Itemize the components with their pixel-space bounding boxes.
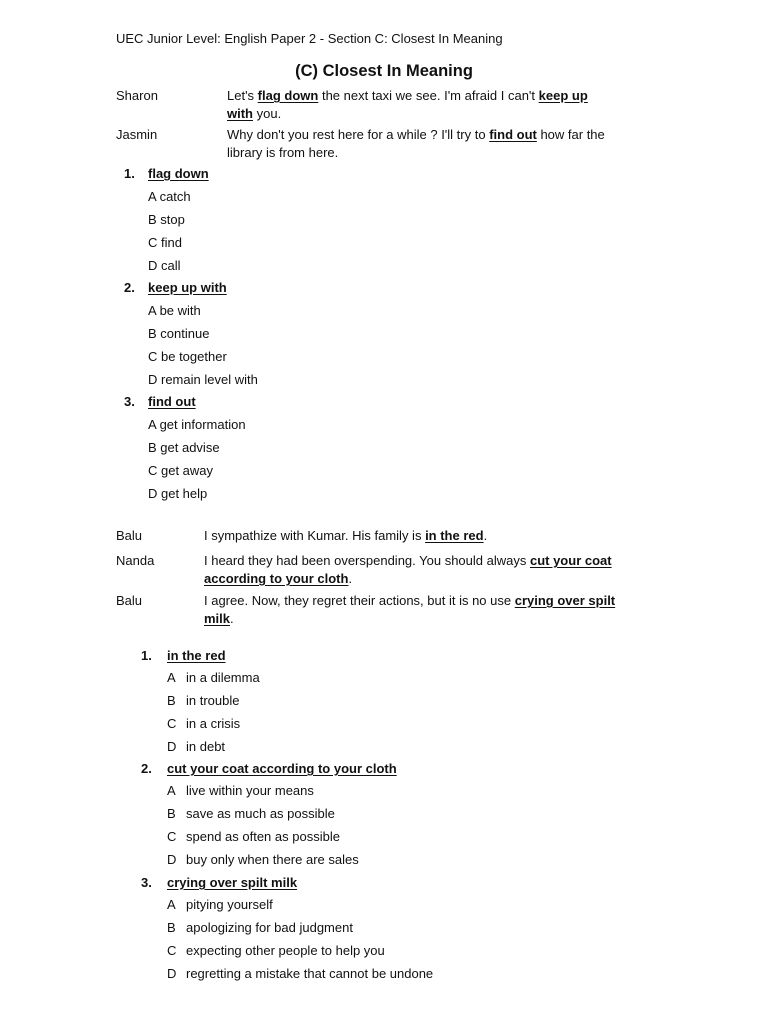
dialogue-text: library is from here. (227, 145, 339, 160)
option-text: spend as often as possible (186, 829, 340, 844)
option-text: apologizing for bad judgment (186, 920, 353, 935)
question-number (124, 280, 135, 295)
question-number (141, 761, 152, 776)
dialogue-line (204, 610, 234, 628)
answer-option: C be together (148, 349, 227, 364)
dialogue-text: Why don't you rest here for a while ? I'll try to (227, 127, 490, 142)
option-letter: D (167, 966, 177, 981)
dialogue-text: I sympathize with Kumar. His family is (204, 528, 426, 543)
question-number-text: 1. (124, 166, 135, 181)
option-letter: C (167, 829, 177, 844)
option-text: live within your means (186, 783, 314, 798)
question-number-text: 2. (124, 280, 135, 295)
key-phrase-bold: milk (204, 611, 231, 626)
option-text: in debt (186, 739, 226, 754)
answer-option: C find (148, 235, 182, 250)
dialogue-text: . (230, 611, 234, 626)
option-letter: C (167, 943, 177, 958)
question-number (141, 875, 152, 890)
question-number-text: 3. (141, 875, 152, 890)
key-phrase-bold: crying over spilt (514, 593, 616, 608)
answer-option: B continue (148, 326, 210, 341)
dialogue-text: I agree. Now, they regret their actions, but it is no use (204, 593, 515, 608)
question-phrase: find out (148, 394, 196, 409)
page-title: (C) Closest In Meaning (295, 62, 473, 80)
option-text: in a crisis (186, 716, 241, 731)
option-text: regretting a mistake that cannot be undone (186, 966, 434, 981)
option-letter: D (167, 852, 177, 867)
question-number (141, 648, 152, 663)
key-phrase (489, 127, 537, 142)
option-text: in trouble (186, 693, 240, 708)
dialogue-line (204, 552, 612, 570)
question-number (124, 166, 135, 181)
option-text: in a dilemma (186, 670, 260, 685)
key-phrase (204, 611, 230, 626)
key-phrase (227, 106, 253, 121)
speaker-name: Balu (116, 528, 143, 543)
dialogue-text: . (483, 528, 488, 543)
page-header: UEC Junior Level: English Paper 2 - Section C: Closest In Meaning (116, 31, 503, 46)
key-phrase-bold: in the red (425, 528, 484, 543)
key-phrase (539, 88, 588, 103)
answer-option: A be with (148, 303, 201, 318)
option-text: pitying yourself (186, 897, 273, 912)
key-phrase (425, 528, 484, 543)
option-text: buy only when there are sales (186, 852, 359, 867)
dialogue-text: I heard they had been overspending. You should always (204, 553, 530, 568)
key-phrase-bold: according to your cloth (204, 571, 349, 586)
key-phrase (258, 88, 319, 103)
option-letter: B (167, 920, 176, 935)
option-letter: C (167, 716, 177, 731)
question-phrase: in the red (167, 648, 226, 663)
option-text: expecting other people to help you (186, 943, 385, 958)
key-phrase-bold: flag down (257, 88, 319, 103)
question-number-text: 3. (124, 394, 135, 409)
key-phrase (530, 553, 612, 568)
dialogue-line (227, 87, 588, 105)
option-letter: A (167, 897, 176, 912)
dialogue-line (227, 126, 605, 144)
answer-option: A get information (148, 417, 246, 432)
question-phrase: keep up with (148, 280, 227, 295)
option-text: save as much as possible (186, 806, 335, 821)
dialogue-text: Let's (227, 88, 258, 103)
key-phrase (204, 571, 348, 586)
answer-option: A catch (148, 189, 191, 204)
question-phrase: crying over spilt milk (167, 875, 298, 890)
answer-option: D remain level with (148, 372, 258, 387)
dialogue-line (227, 105, 281, 123)
dialogue-text: you. (253, 106, 282, 121)
key-phrase-bold: keep up (538, 88, 588, 103)
answer-option: B stop (148, 212, 185, 227)
dialogue-line (204, 570, 352, 588)
dialogue-text: how far the (536, 127, 605, 142)
speaker-name: Balu (116, 593, 143, 608)
answer-option: D get help (148, 486, 208, 501)
key-phrase (515, 593, 615, 608)
dialogue-line (204, 527, 487, 545)
answer-option: D call (148, 258, 181, 273)
dialogue-text: the next taxi we see. I'm afraid I can't (318, 88, 539, 103)
question-phrase: cut your coat according to your cloth (167, 761, 397, 776)
speaker-name: Jasmin (116, 127, 158, 142)
answer-option: B get advise (148, 440, 220, 455)
speaker-name: Nanda (116, 553, 155, 568)
dialogue-line (204, 592, 615, 610)
question-number-text: 1. (141, 648, 152, 663)
option-letter: A (167, 783, 176, 798)
question-number-text: 2. (141, 761, 152, 776)
option-letter: A (167, 670, 176, 685)
key-phrase-bold: find out (489, 127, 537, 142)
question-number (124, 394, 135, 409)
option-letter: D (167, 739, 177, 754)
speaker-name: Sharon (116, 88, 158, 103)
answer-option: C get away (148, 463, 214, 478)
key-phrase-bold: cut your coat (529, 553, 612, 568)
dialogue-line (227, 144, 338, 162)
option-letter: B (167, 806, 176, 821)
option-letter: B (167, 693, 176, 708)
question-phrase: flag down (148, 166, 209, 181)
dialogue-text: . (348, 571, 353, 586)
key-phrase-bold: with (227, 106, 253, 121)
